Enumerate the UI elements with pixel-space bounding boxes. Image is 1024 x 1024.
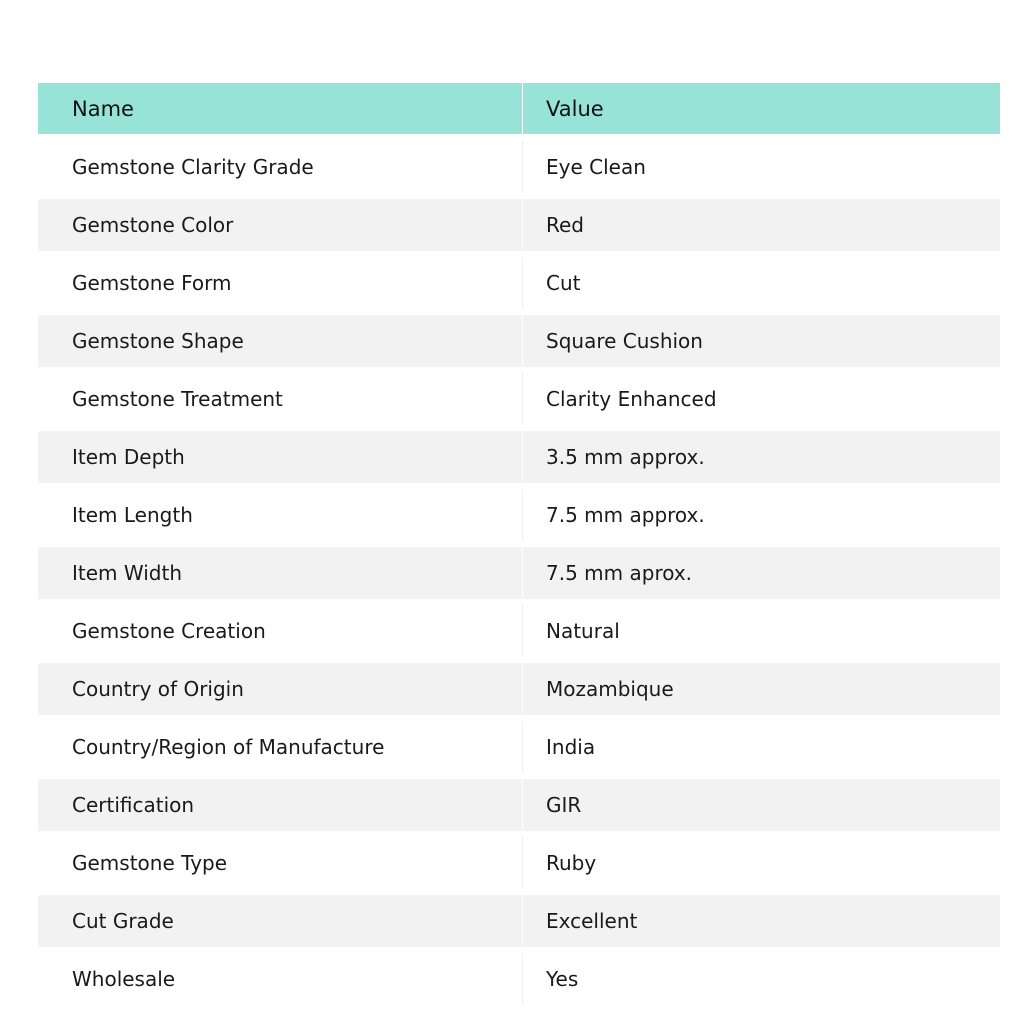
table-row — [38, 141, 1000, 193]
table-row — [38, 663, 1000, 715]
row-name-cell: Gemstone Color — [38, 199, 523, 251]
row-value-cell: Clarity Enhanced — [546, 387, 717, 411]
table-row — [38, 895, 1000, 947]
row-value-cell: GIR — [546, 793, 582, 817]
table-row — [38, 373, 1000, 425]
row-name-cell: Gemstone Treatment — [38, 373, 523, 425]
column-header-name: Name — [38, 83, 523, 134]
table-header-row — [38, 83, 1000, 134]
row-value-cell: Natural — [546, 619, 620, 643]
table-body — [38, 141, 1000, 1005]
table-row — [38, 431, 1000, 483]
row-name-cell: Gemstone Type — [38, 837, 523, 889]
table-row — [38, 199, 1000, 251]
row-value-cell: Yes — [546, 967, 579, 991]
row-name-cell: Item Length — [38, 489, 523, 541]
table-row — [38, 547, 1000, 599]
row-name-cell: Item Depth — [38, 431, 523, 483]
table-row — [38, 489, 1000, 541]
row-name-cell: Wholesale — [38, 953, 523, 1005]
row-value-cell: 7.5 mm aprox. — [546, 561, 693, 585]
row-name-cell: Gemstone Clarity Grade — [38, 141, 523, 193]
table-row — [38, 257, 1000, 309]
row-value-cell: 7.5 mm approx. — [546, 503, 705, 527]
row-value-cell: Ruby — [546, 851, 597, 875]
row-value-cell: 3.5 mm approx. — [546, 445, 705, 469]
row-name-cell: Gemstone Form — [38, 257, 523, 309]
row-name-cell: Country/Region of Manufacture — [38, 721, 523, 773]
row-name-cell: Certification — [38, 779, 523, 831]
row-value-cell: Eye Clean — [546, 155, 646, 179]
row-name-cell: Country of Origin — [38, 663, 523, 715]
row-value-cell: Red — [546, 213, 584, 237]
table-row — [38, 837, 1000, 889]
row-name-cell: Gemstone Shape — [38, 315, 523, 367]
row-name-cell: Gemstone Creation — [38, 605, 523, 657]
row-value-cell: India — [546, 735, 596, 759]
row-name-cell: Cut Grade — [38, 895, 523, 947]
table-row — [38, 721, 1000, 773]
column-header-value: Value — [546, 96, 604, 121]
row-value-cell: Cut — [546, 271, 581, 295]
row-name-cell: Item Width — [38, 547, 523, 599]
row-value-cell: Excellent — [546, 909, 638, 933]
table-row — [38, 605, 1000, 657]
table-row — [38, 779, 1000, 831]
table-row — [38, 315, 1000, 367]
specifications-table — [38, 83, 1000, 1011]
row-value-cell: Mozambique — [546, 677, 674, 701]
row-value-cell: Square Cushion — [546, 329, 703, 353]
table-row — [38, 953, 1000, 1005]
